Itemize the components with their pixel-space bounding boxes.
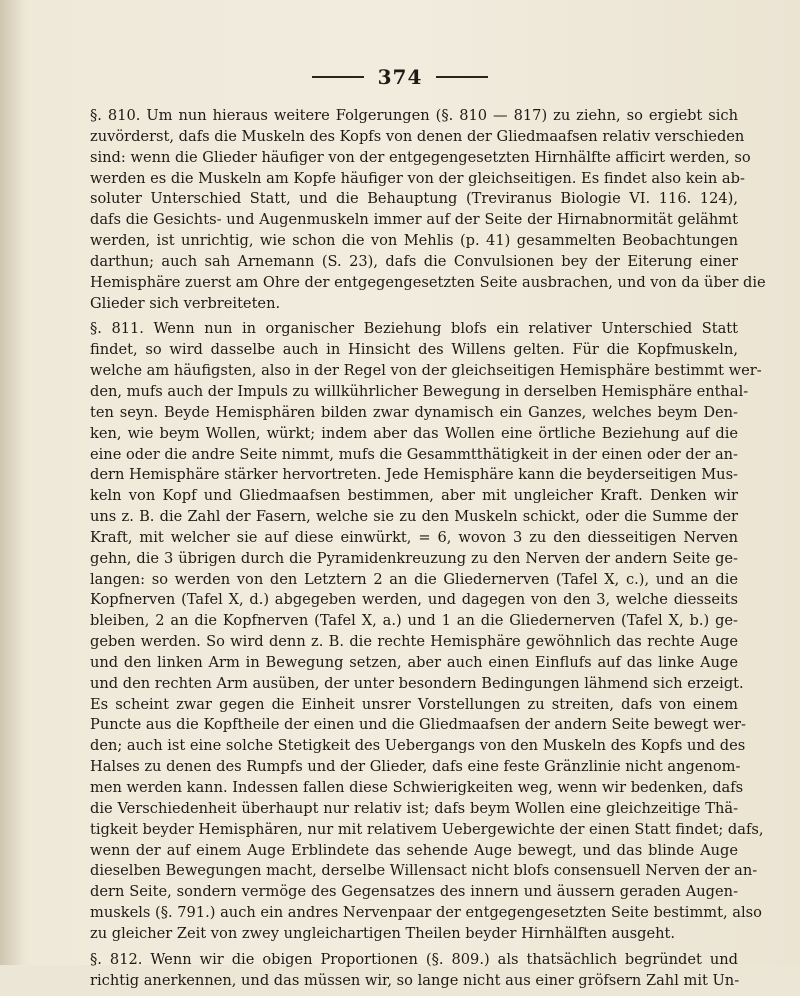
text-line: §. 812. Wenn wir die obigen Proportionen (§. 809.) als thatsächlich begründet und	[90, 950, 738, 968]
text-line: zuvörderst, dafs die Muskeln des Kopfs von denen der Gliedmaafsen relativ verschieden	[90, 127, 745, 145]
text-line: Glieder sich verbreiteten.	[90, 294, 281, 312]
text-line: dern Hemisphäre stärker hervortreten. Jede Hemisphäre kann die beyderseitigen Mus-	[90, 466, 738, 484]
header-rule-right	[436, 76, 488, 78]
text-line: dern Seite, sondern vermöge des Gegensatzes des innern und äussern geraden Augen-	[90, 883, 738, 901]
text-line: geben werden. So wird denn z. B. die rechte Hemisphäre gewöhnlich das rechte Auge	[90, 633, 738, 651]
text-line: eine oder die andre Seite nimmt, mufs die Gesammtthätigkeit in der einen oder der an-	[90, 445, 738, 463]
body-text	[90, 106, 766, 996]
text-line: zu gleicher Zeit von zwey ungleichartigen Theilen beyder Hirnhälften ausgeht.	[90, 924, 676, 942]
text-line: Es scheint zwar gegen die Einheit unsrer Vorstellungen zu streiten, dafs von einem	[90, 695, 738, 713]
page-header	[0, 62, 800, 92]
text-line: darthun; auch sah Arnemann (S. 23), dafs die Convulsionen bey der Eiterung einer	[90, 252, 738, 270]
paragraph-811	[90, 319, 764, 944]
header-rule-left	[312, 76, 364, 78]
paragraph-812	[90, 950, 738, 992]
text-line: und den linken Arm in Bewegung setzen, aber auch einen Einflufs auf das linke Auge	[90, 653, 738, 671]
text-line: gehn, die 3 übrigen durch die Pyramidenkreuzung zu den Nerven der andern Seite ge-	[90, 549, 738, 567]
text-line: langen: so werden von den Letztern 2 an die Gliedernerven (Tafel X, c.), und an die	[90, 570, 738, 588]
text-line: welche am häufigsten, also in der Regel von der gleichseitigen Hemisphäre bestimmt wer-	[90, 362, 762, 380]
text-line: keln von Kopf und Gliedmaafsen bestimmen, aber mit ungleicher Kraft. Denken wir	[90, 487, 738, 505]
text-line: und den rechten Arm ausüben, der unter besondern Bedingungen lähmend sich erzeigt.	[90, 674, 744, 692]
text-line: §. 811. Wenn nun in organischer Beziehung blofs ein relativer Unterschied Statt	[90, 320, 738, 338]
text-line: den, mufs auch der Impuls zu willkührlicher Bewegung in derselben Hemisphäre enthal-	[90, 382, 749, 400]
text-line: tigkeit beyder Hemisphären, nur mit relativem Uebergewichte der einen Statt findet; dafs,	[90, 820, 764, 838]
text-line: ken, wie beym Wollen, würkt; indem aber das Wollen eine örtliche Beziehung auf die	[90, 424, 738, 442]
text-line: wenn der auf einem Auge Erblindete das sehende Auge bewegt, und das blinde Auge	[90, 841, 738, 859]
text-line: soluter Unterschied Statt, und die Behauptung (Treviranus Biologie VI. 116. 124),	[90, 190, 738, 208]
text-line: muskels (§. 791.) auch ein andres Nervenpaar der entgegengesetzten Seite bestimmt, also	[90, 904, 762, 922]
text-line: dafs die Gesichts- und Augenmuskeln immer auf der Seite der Hirnabnormität gelähmt	[90, 211, 738, 229]
text-line: §. 810. Um nun hieraus weitere Folgerungen (§. 810 — 817) zu ziehn, so ergiebt sich	[90, 107, 738, 124]
text-line: bleiben, 2 an die Kopfnerven (Tafel X, a.) und 1 an die Gliedernerven (Tafel X, b.) ge-	[90, 612, 738, 630]
text-line: findet, so wird dasselbe auch in Hinsicht des Willens gelten. Für die Kopfmuskeln,	[90, 341, 738, 359]
page-edge-shadow	[0, 0, 24, 965]
text-line: Puncte aus die Kopftheile der einen und die Gliedmaafsen der andern Seite bewegt wer-	[90, 716, 746, 734]
text-line: Kraft, mit welcher sie auf diese einwürkt, = 6, wovon 3 zu den diesseitigen Nerven	[90, 528, 738, 546]
text-line: Hemisphäre zuerst am Ohre der entgegengesetzten Seite ausbrachen, und von da über die	[90, 273, 766, 291]
text-line: werden es die Muskeln am Kopfe häufiger von der gleichseitigen. Es findet also kein ab-	[90, 169, 745, 187]
text-line: dieselben Bewegungen macht, derselbe Willensact nicht blofs consensuell Nerven der an-	[90, 862, 758, 880]
page-number: 374	[377, 65, 423, 89]
text-line: werden, ist unrichtig, wie schon die von Mehlis (p. 41) gesammelten Beobachtungen	[90, 232, 738, 250]
text-line: Kopfnerven (Tafel X, d.) abgegeben werden, und dagegen von den 3, welche diesseits	[90, 591, 738, 609]
text-line: uns z. B. die Zahl der Fasern, welche sie zu den Muskeln schickt, oder die Summe der	[90, 508, 738, 526]
paragraph-810	[90, 106, 766, 314]
text-line: Halses zu denen des Rumpfs und der Glieder, dafs eine feste Gränzlinie nicht angenom-	[90, 758, 741, 776]
text-line: die Verschiedenheit überhaupt nur relativ ist; dafs beym Wollen eine gleichzeitige Thä-	[90, 799, 738, 817]
text-line: men werden kann. Indessen fallen diese Schwierigkeiten weg, wenn wir bedenken, dafs	[90, 779, 744, 796]
text-line: den; auch ist eine solche Stetigkeit des Uebergangs von den Muskeln des Kopfs und des	[90, 737, 746, 755]
text-line: sind: wenn die Glieder häufiger von der entgegengesetzten Hirnhälfte afficirt werden, so	[90, 148, 751, 166]
text-line: ten seyn. Beyde Hemisphären bilden zwar dynamisch ein Ganzes, welches beym Den-	[90, 403, 738, 421]
text-line: richtig anerkennen, und das müssen wir, so lange nicht aus einer gröfsern Zahl mit Un-	[90, 971, 740, 989]
